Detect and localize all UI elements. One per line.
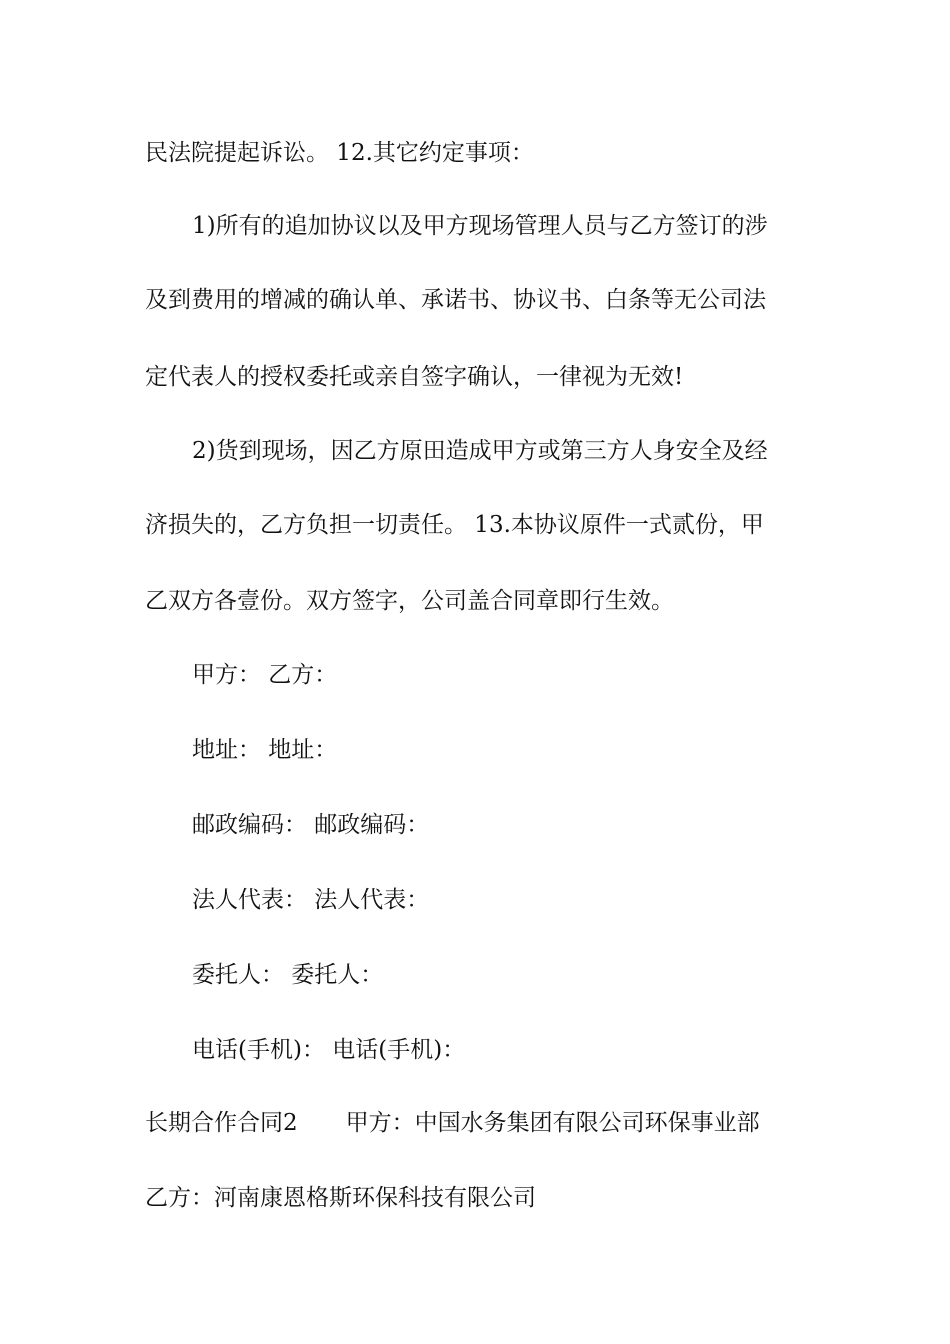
signature-phone: 电话(手机)： 电话(手机)：: [192, 1037, 466, 1063]
body-line-4: 定代表人的授权委托或亲自签字确认，一律视为无效!: [145, 364, 684, 390]
body-line-7: 乙双方各壹份。双方签字，公司盖合同章即行生效。: [145, 588, 674, 614]
body-line-1: 民法院提起诉讼。 12.其它约定事项：: [145, 140, 534, 166]
signature-postcode: 邮政编码： 邮政编码：: [192, 812, 430, 838]
body-line-2: 1)所有的追加协议以及甲方现场管理人员与乙方签订的涉: [192, 213, 768, 239]
next-contract-title: 长期合作合同2: [145, 1110, 298, 1136]
signature-agent: 委托人： 委托人：: [192, 962, 384, 988]
next-contract-heading: [145, 1108, 810, 1138]
body-line-5: 2)货到现场，因乙方原田造成甲方或第三方人身安全及经: [192, 438, 768, 464]
body-line-3: 及到费用的增减的确认单、承诺书、协议书、白条等无公司法: [145, 287, 766, 313]
body-line-6: 济损失的，乙方负担一切责任。 13.本协议原件一式贰份，甲: [145, 512, 764, 538]
next-contract-party-a: 甲方：中国水务集团有限公司环保事业部: [345, 1110, 760, 1136]
signature-address: 地址： 地址：: [192, 737, 338, 763]
next-contract-party-b: 乙方：河南康恩格斯环保科技有限公司: [145, 1185, 536, 1211]
signature-party: 甲方： 乙方：: [192, 662, 338, 688]
signature-legal-rep: 法人代表： 法人代表：: [192, 887, 430, 913]
